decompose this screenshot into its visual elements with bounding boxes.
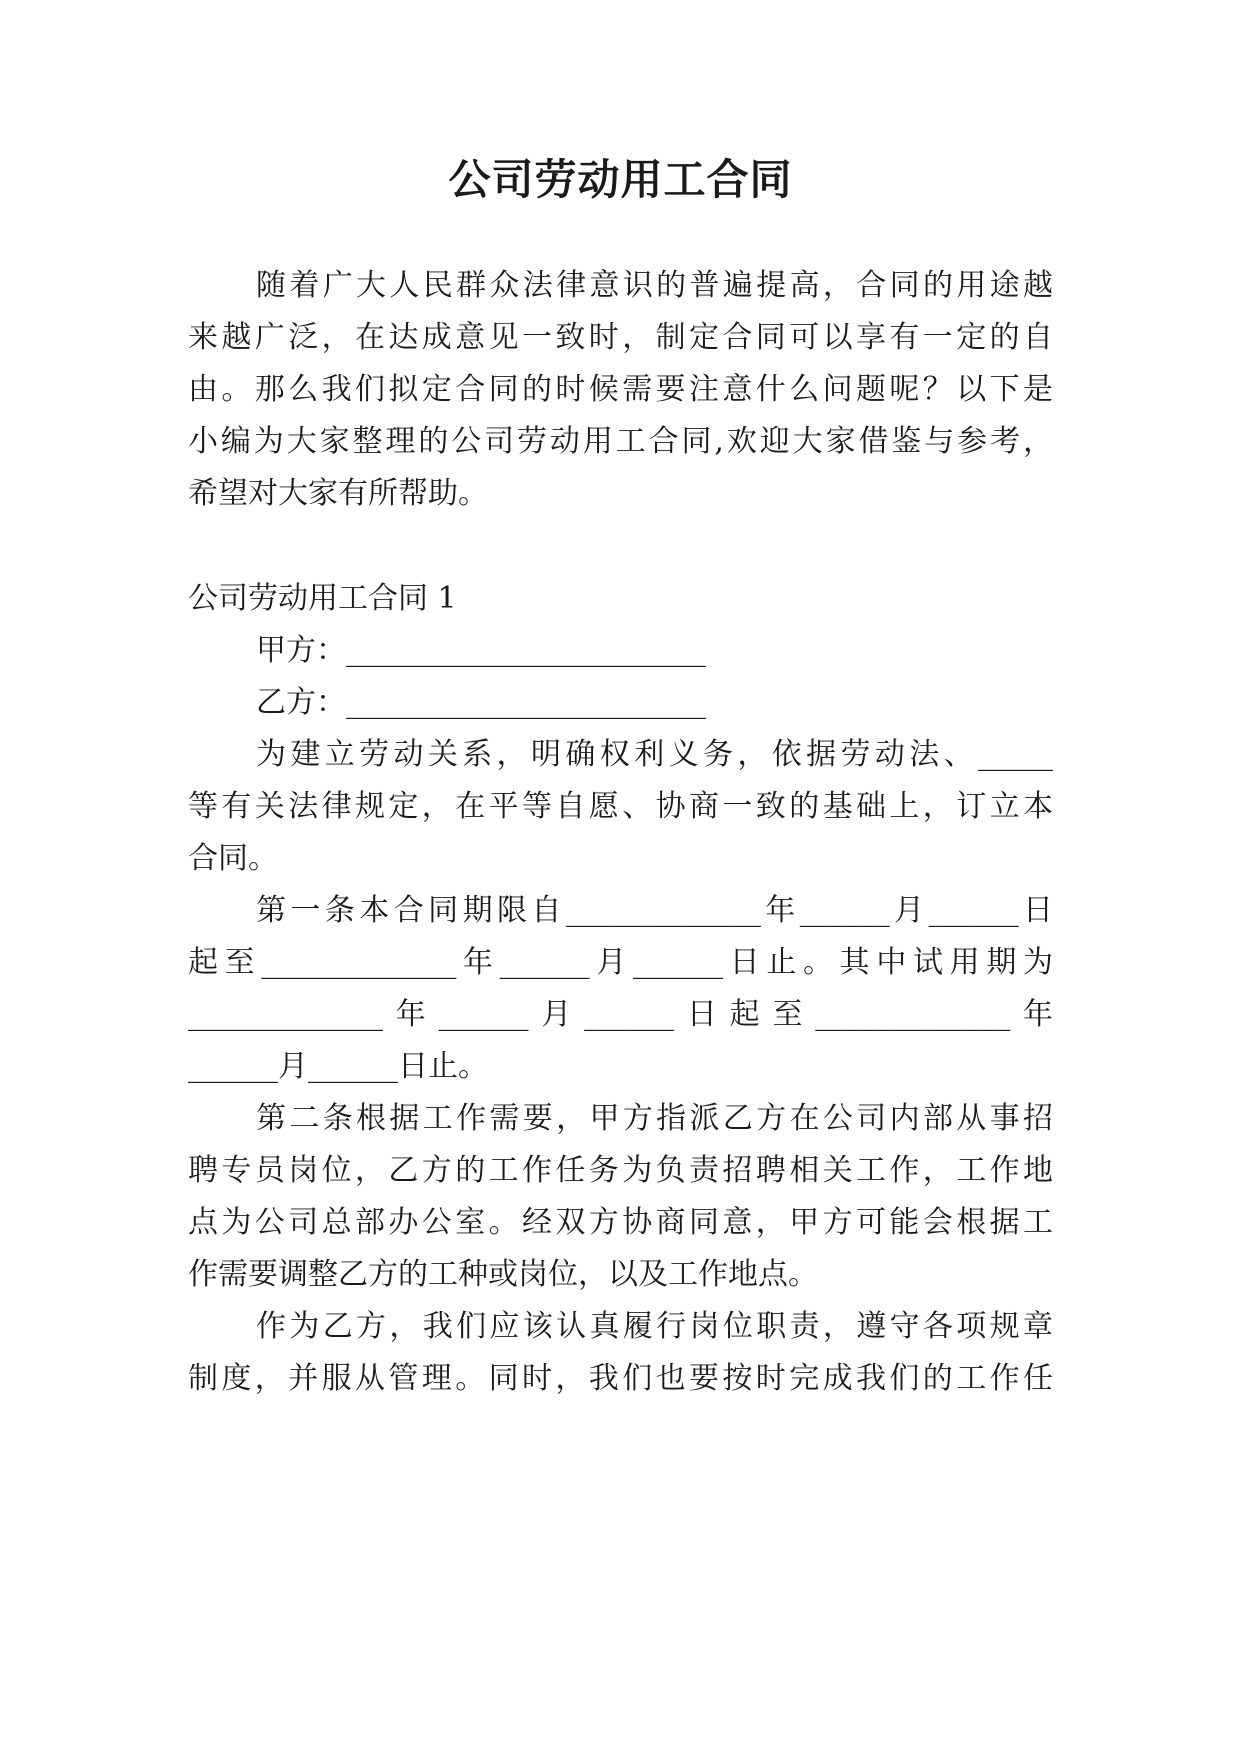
intro-line: 小编为大家整理的公司劳动用工合同,欢迎大家借鉴与参考， xyxy=(188,424,1053,459)
section-heading: 公司劳动用工合同 1 xyxy=(188,581,457,616)
article1-line: _____________年______月______日起至_____________年 xyxy=(188,997,1053,1032)
preamble-line: 等有关法律规定，在平等自愿、协商一致的基础上，订立本 xyxy=(188,789,1053,824)
article2-line: 作需要调整乙方的工种或岗位，以及工作地点。 xyxy=(188,1257,818,1292)
document-title: 公司劳动用工合同 xyxy=(448,155,793,204)
article1-line: 第一条本合同期限自_____________年______月______日 xyxy=(256,893,1053,928)
intro-line: 随着广大人民群众法律意识的普遍提高，合同的用途越 xyxy=(256,268,1053,303)
intro-line: 由。那么我们拟定合同的时候需要注意什么问题呢？以下是 xyxy=(188,372,1053,407)
duty-line: 制度，并服从管理。同时，我们也要按时完成我们的工作任 xyxy=(188,1361,1053,1396)
preamble-line: 合同。 xyxy=(188,841,278,876)
preamble-line: 为建立劳动关系，明确权利义务，依据劳动法、_____ xyxy=(256,737,1053,772)
intro-line: 来越广泛，在达成意见一致时，制定合同可以享有一定的自 xyxy=(188,320,1053,355)
article1-line: 起至_____________年______月______日止。其中试用期为 xyxy=(188,945,1053,980)
duty-line: 作为乙方，我们应该认真履行岗位职责，遵守各项规章 xyxy=(256,1309,1053,1344)
party-b-line: 乙方：________________________ xyxy=(256,685,706,720)
article2-line: 聘专员岗位，乙方的工作任务为负责招聘相关工作，工作地 xyxy=(188,1153,1053,1188)
party-a-line: 甲方：________________________ xyxy=(256,633,706,668)
article1-line: ______月______日止。 xyxy=(188,1049,488,1084)
intro-line: 希望对大家有所帮助。 xyxy=(188,476,488,511)
article2-line: 第二条根据工作需要，甲方指派乙方在公司内部从事招 xyxy=(256,1101,1053,1136)
article2-line: 点为公司总部办公室。经双方协商同意，甲方可能会根据工 xyxy=(188,1205,1053,1240)
